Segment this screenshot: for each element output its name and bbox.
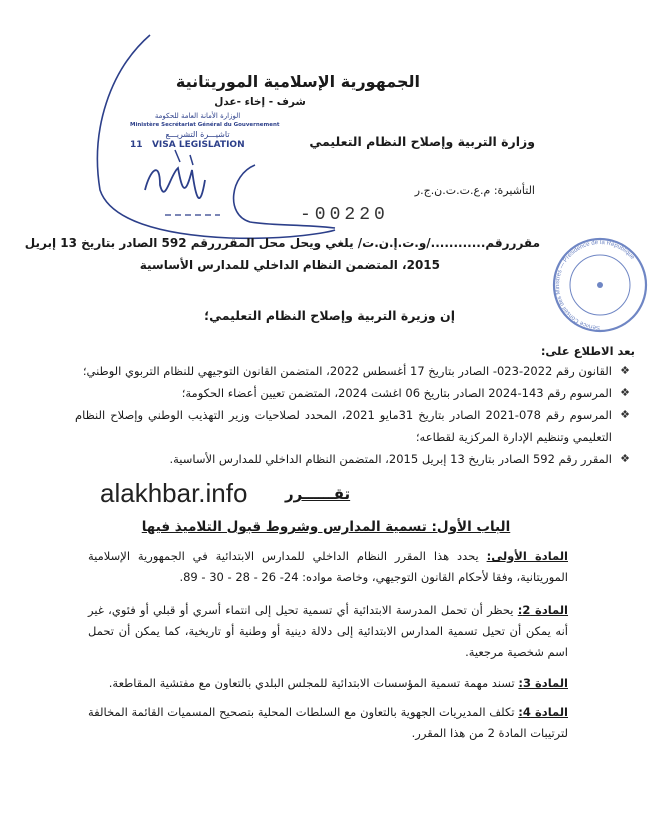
diamond-bullet-icon: ❖ <box>620 364 630 377</box>
visa-stamp-title-ar: تاشيـــرة التشريـــع <box>165 130 230 139</box>
list-item <box>75 382 630 404</box>
list-item-text: المقرر رقم 592 الصادر بتاريخ 13 إبريل 2015، المتضمن النظام الداخلي للمدارس الأساسية. <box>169 452 612 466</box>
decision-line-1: مقرررقم............/و.ت.إ.ن.ت/ يلغي ويحل محل المقرررقم 592 الصادر بتاريخ 13 إبريل <box>24 236 540 250</box>
article-text: تكلف المديريات الجهوية بالتعاون مع السلطات المحلية بتصحيح المسميات القائمة المخالفة لترتيبات المادة 2 من هذا المقرر. <box>88 705 568 740</box>
list-item-text: المرسوم رقم 078-2021 الصادر بتاريخ 31مايو 2021، المحدد لصلاحيات وزير التهذيب الوطني وإصلاح النظام التعليمي وتنظيم الإدارة المركزية لقطاعه؛ <box>75 408 613 444</box>
article-label: المادة 3: <box>518 676 568 690</box>
visa-stamp-title-fr: VISA LEGISLATION <box>151 140 245 150</box>
diamond-bullet-icon: ❖ <box>620 408 630 421</box>
visa-reference: التأشيرة: م.ع.ت.ت.ن.ج.ر <box>414 184 535 197</box>
list-item-text: المرسوم رقم 143-2024 الصادر بتاريخ 06 اغشت 2024، المتضمن تعيين أعضاء الحكومة؛ <box>181 386 612 400</box>
ministry-name: وزارة التربية وإصلاح النظام التعليمي <box>309 134 535 149</box>
article-text: تسند مهمة تسمية المؤسسات الابتدائية للمجلس البلدي بالتعاون مع مفتشية المقاطعة. <box>108 676 519 690</box>
article-text: يحدد هذا المقرر النظام الداخلي للمدارس الابتدائية في الجمهورية الإسلامية الموريتانية، وفقا لأحكام القانون التوجيهي، وخاصة مواده: 24- 26 - 28 - 30 - 89. <box>88 549 568 584</box>
article-3 <box>0 673 652 694</box>
list-item-text: القانون رقم 2022-023- الصادر بتاريخ 17 أغسطس 2022، المتضمن القانون التوجيهي للنظام التربوي الوطني؛ <box>82 364 612 378</box>
article-1 <box>0 546 652 588</box>
visa-stamp-num: 11 <box>130 140 143 150</box>
article-label: المادة الأولى: <box>486 549 568 563</box>
document-body <box>0 232 652 744</box>
visa-stamp-ar: الوزارة الأمانة العامة للحكومة <box>154 112 241 120</box>
list-item <box>75 448 630 470</box>
country-name: الجمهورية الإسلامية الموريتانية <box>175 72 420 91</box>
registration-number: -00220 <box>300 205 389 225</box>
visa-stamp-fr: Ministère Secrétariat Général du Gouvernement <box>130 122 280 128</box>
diamond-bullet-icon: ❖ <box>620 452 630 465</box>
article-label: المادة 4: <box>518 705 569 719</box>
chapter-title: الباب الأول: تسمية المدارس وشروط قبول التلاميذ فيها <box>141 519 511 535</box>
article-text: يحظر أن تحمل المدرسة الابتدائية أي تسمية تحيل إلى انتماء أسري أو قبلي أو فئوي، غير أنه يمكن أن تحيل تسمية المدارس الابتدائية إلى دلالة دينية أو وطنية أو تاريخية، كما يمكن أن تحمل اسم شخصية مرجعية. <box>88 603 568 659</box>
decides-row <box>0 476 652 514</box>
motto: شرف - إخاء -عدل <box>214 96 306 108</box>
article-2 <box>0 600 652 663</box>
seal-text: Service Conseil des Ministres — Présidence de la République <box>555 239 636 331</box>
decision-line-2: 2015، المتضمن النظام الداخلي للمدارس الأساسية <box>139 258 440 272</box>
article-label: المادة 2: <box>517 603 569 617</box>
minister-line: إن وزيرة التربية وإصلاح النظام التعليمي؛ <box>204 308 455 323</box>
diamond-bullet-icon: ❖ <box>620 386 630 399</box>
considering-title: بعد الاطلاع على: <box>540 344 635 358</box>
list-item <box>75 404 630 448</box>
visa-stamp <box>130 112 280 151</box>
list-item <box>75 360 630 382</box>
considering-list <box>0 360 652 470</box>
article-4 <box>0 702 652 744</box>
decides-heading: تقــــــرر <box>285 485 351 503</box>
watermark: alakhbar.info <box>100 478 248 508</box>
